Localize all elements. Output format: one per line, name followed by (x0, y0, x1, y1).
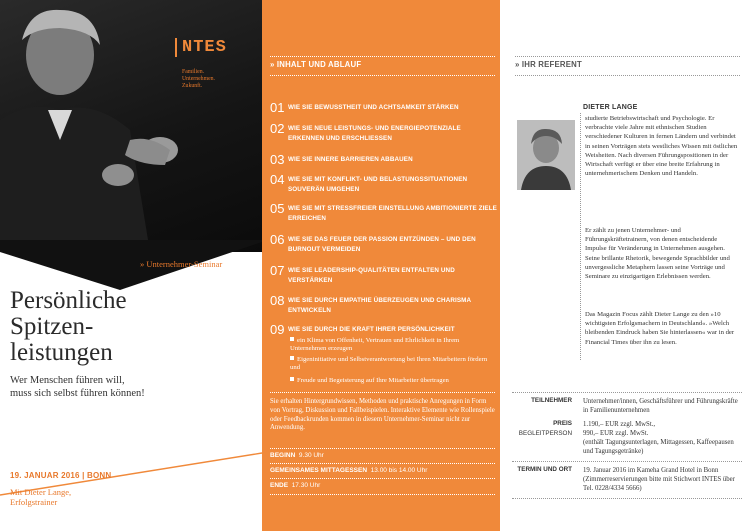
agenda-text: WIE SIE MIT KONFLIKT- UND BELASTUNGSSITUATIONEN SOUVERÄN UMGEHEN (288, 176, 468, 193)
divider (515, 56, 740, 57)
divider (515, 75, 740, 76)
tagline-line: Familien. (182, 69, 205, 75)
schedule-label: BEGINN (270, 452, 296, 459)
intes-logo (170, 35, 230, 105)
section-title-content: » INHALT UND ABLAUF (270, 60, 362, 69)
price-label: PREIS (553, 420, 572, 427)
portrait-silhouette (517, 120, 575, 190)
section-title-speaker: » IHR REFERENT (515, 60, 582, 69)
agenda-number: 01 (270, 100, 285, 115)
divider (580, 113, 581, 360)
bullet-square-icon (290, 337, 294, 341)
participants-label: TEILNEHMER (531, 397, 572, 404)
divider (270, 478, 495, 479)
agenda-text: WIE SIE INNERE BARRIEREN ABBAUEN (288, 156, 413, 163)
bio-paragraph: studierte Betriebswirtschaft und Psychologie. Er verbrachte viele Jahre mit ethnischen Studien verschiedener Kulturen in fernen Ländern und verbindet in seinen Vorträgen stets westliches Wissen mit östlichen Weisheiten. Nach diversen Führungspositionen in der Wirtschaft verfügt er über eine breite Erfahrung in unternehmerischem Denken und Handeln. (585, 115, 738, 178)
schedule-value: 17.30 Uhr (291, 482, 321, 489)
person-line: Erfolgstrainer (10, 497, 58, 507)
divider (512, 392, 742, 393)
agenda-number: 04 (270, 172, 285, 187)
price-line: 1.190,– EUR zzgl. MwSt., (583, 421, 656, 428)
logo-text: NTES (182, 38, 227, 57)
agenda-number: 02 (270, 121, 285, 136)
speaker-portrait (517, 120, 575, 190)
agenda-text: WIE SIE NEUE LEISTUNGS- UND ENERGIEPOTENZIALE ERKENNEN UND ERSCHLIESSEN (288, 125, 461, 142)
bio-paragraph: Das Magazin Focus zählt Dieter Lange zu den »10 wichtigsten Erfolgsmachern in Deutschland«. »Welch bleibenden Eindruck haben Sie hinterlassen« war in der Financial Times über ihn zu lesen. (585, 311, 735, 346)
divider (270, 56, 495, 57)
agenda-text: WIE SIE DURCH DIE KRAFT IHRER PERSÖNLICHKEIT (288, 326, 455, 333)
agenda-number: 03 (270, 152, 285, 167)
divider (270, 494, 495, 495)
agenda-number: 05 (270, 201, 285, 216)
agenda-text: WIE SIE DURCH EMPATHIE ÜBERZEUGEN UND CHARISMA ENTWICKELN (288, 297, 471, 314)
seminar-caption: » Unternehmer-Seminar (140, 259, 223, 269)
headline-line: Spitzen- (10, 313, 94, 340)
headline (10, 288, 127, 366)
bullet-text: Freude und Begeisterung auf Ihre Mitarbeiter übertragen (297, 377, 449, 384)
divider (512, 498, 742, 499)
agenda-text: WIE SIE DAS FEUER DER PASSION ENTZÜNDEN – UND DEN BURNOUT VERMEIDEN (288, 236, 476, 253)
agenda-text: WIE SIE MIT STRESSFREIER EINSTELLUNG AMBITIONIERTE ZIELE ERREICHEN (288, 205, 497, 222)
schedule-value: 13.00 bis 14.00 Uhr (370, 467, 428, 474)
bio-paragraph: Er zählt zu jenen Unternehmer- und Führungskräftetrainern, von denen entscheidende Impulse für Veränderung in Unternehmen ausgehen. Seine brillante Rhetorik, bewegende Sprachbilder und unvergessliche Metaphern lassen seine Vorträge und Seminare zu einzigartigen Erlebnissen werden. (585, 227, 730, 281)
divider (270, 392, 495, 393)
escort-label: BEGLEITPERSON (518, 430, 572, 437)
bullet-square-icon (290, 356, 294, 360)
schedule-row (270, 467, 498, 474)
method-paragraph: Sie erhalten Hintergrundwissen, Methoden und praktische Anregungen in Form von Vortrag, Diskussion und Fallbeispielen. Interaktive Elemente wie Rollenspiele oder Feedbackrunden kommen in diesem Unternehmer-Seminar nicht zur Anwendung. (270, 398, 495, 432)
agenda-number: 07 (270, 263, 285, 278)
agenda-number: 06 (270, 232, 285, 247)
escort-line: 990,– EUR zzgl. MwSt. (583, 430, 649, 437)
schedule-label: GEMEINSAMES MITTAGESSEN (270, 467, 368, 474)
event-date: 19. JANUAR 2016 | BONN (10, 471, 112, 480)
tagline-line: Zukunft. (182, 83, 203, 89)
divider (512, 461, 742, 462)
agenda-number: 08 (270, 293, 285, 308)
bullet-item (290, 356, 490, 372)
bullet-item (290, 337, 490, 353)
subline (10, 374, 145, 400)
logo-bar (175, 38, 177, 57)
schedule-row (270, 452, 498, 459)
divider (270, 463, 495, 464)
price-text (583, 420, 743, 456)
schedule-label: ENDE (270, 482, 289, 489)
tagline-line: Unternehmen. (182, 76, 215, 82)
participants-text: Unternehmer/innen, Geschäftsführer und Führungskräfte in Familienunternehmen (583, 398, 738, 414)
bullet-square-icon (290, 377, 294, 381)
schedule-row (270, 482, 498, 489)
escort-note: (enthält Tagungsunterlagen, Mittagessen, Kaffeepausen und Tagungsgetränke) (583, 439, 734, 455)
event-person (10, 487, 71, 507)
bullet-text: Eigeninitiative und Selbstverantwortung bei Ihren Mitarbeitern fördern und (290, 356, 488, 372)
logo-tagline (182, 69, 215, 90)
agenda-text: WIE SIE LEADERSHIP-QUALITÄTEN ENTFALTEN UND VERSTÄRKEN (288, 267, 455, 284)
bullet-text: ein Klima von Offenheit, Vertrauen und Ehrlichkeit in Ihrem Unternehmen erzeugen (290, 337, 460, 353)
speaker-photo (0, 0, 262, 252)
person-line: Mit Dieter Lange, (10, 487, 72, 497)
divider (270, 75, 495, 76)
agenda-number: 09 (270, 322, 285, 337)
date-label: TERMIN UND ORT (517, 466, 572, 473)
schedule-value: 9.30 Uhr (298, 452, 324, 459)
date-text: 19. Januar 2016 im Kameha Grand Hotel in Bonn (Zimmerreservierungen bitte mit Stichwort INTES über Tel. 0228/4334 5666) (583, 467, 735, 492)
divider (270, 448, 495, 449)
subline-line: muss sich selbst führen können! (10, 388, 145, 399)
subline-line: Wer Menschen führen will, (10, 375, 125, 386)
speaker-name: DIETER LANGE (583, 104, 638, 111)
headline-line: leistungen (10, 339, 113, 366)
bullet-item (290, 377, 490, 385)
agenda-text: WIE SIE BEWUSSTHEIT UND ACHTSAMKEIT STÄRKEN (288, 104, 459, 111)
headline-line: Persönliche (10, 287, 127, 314)
